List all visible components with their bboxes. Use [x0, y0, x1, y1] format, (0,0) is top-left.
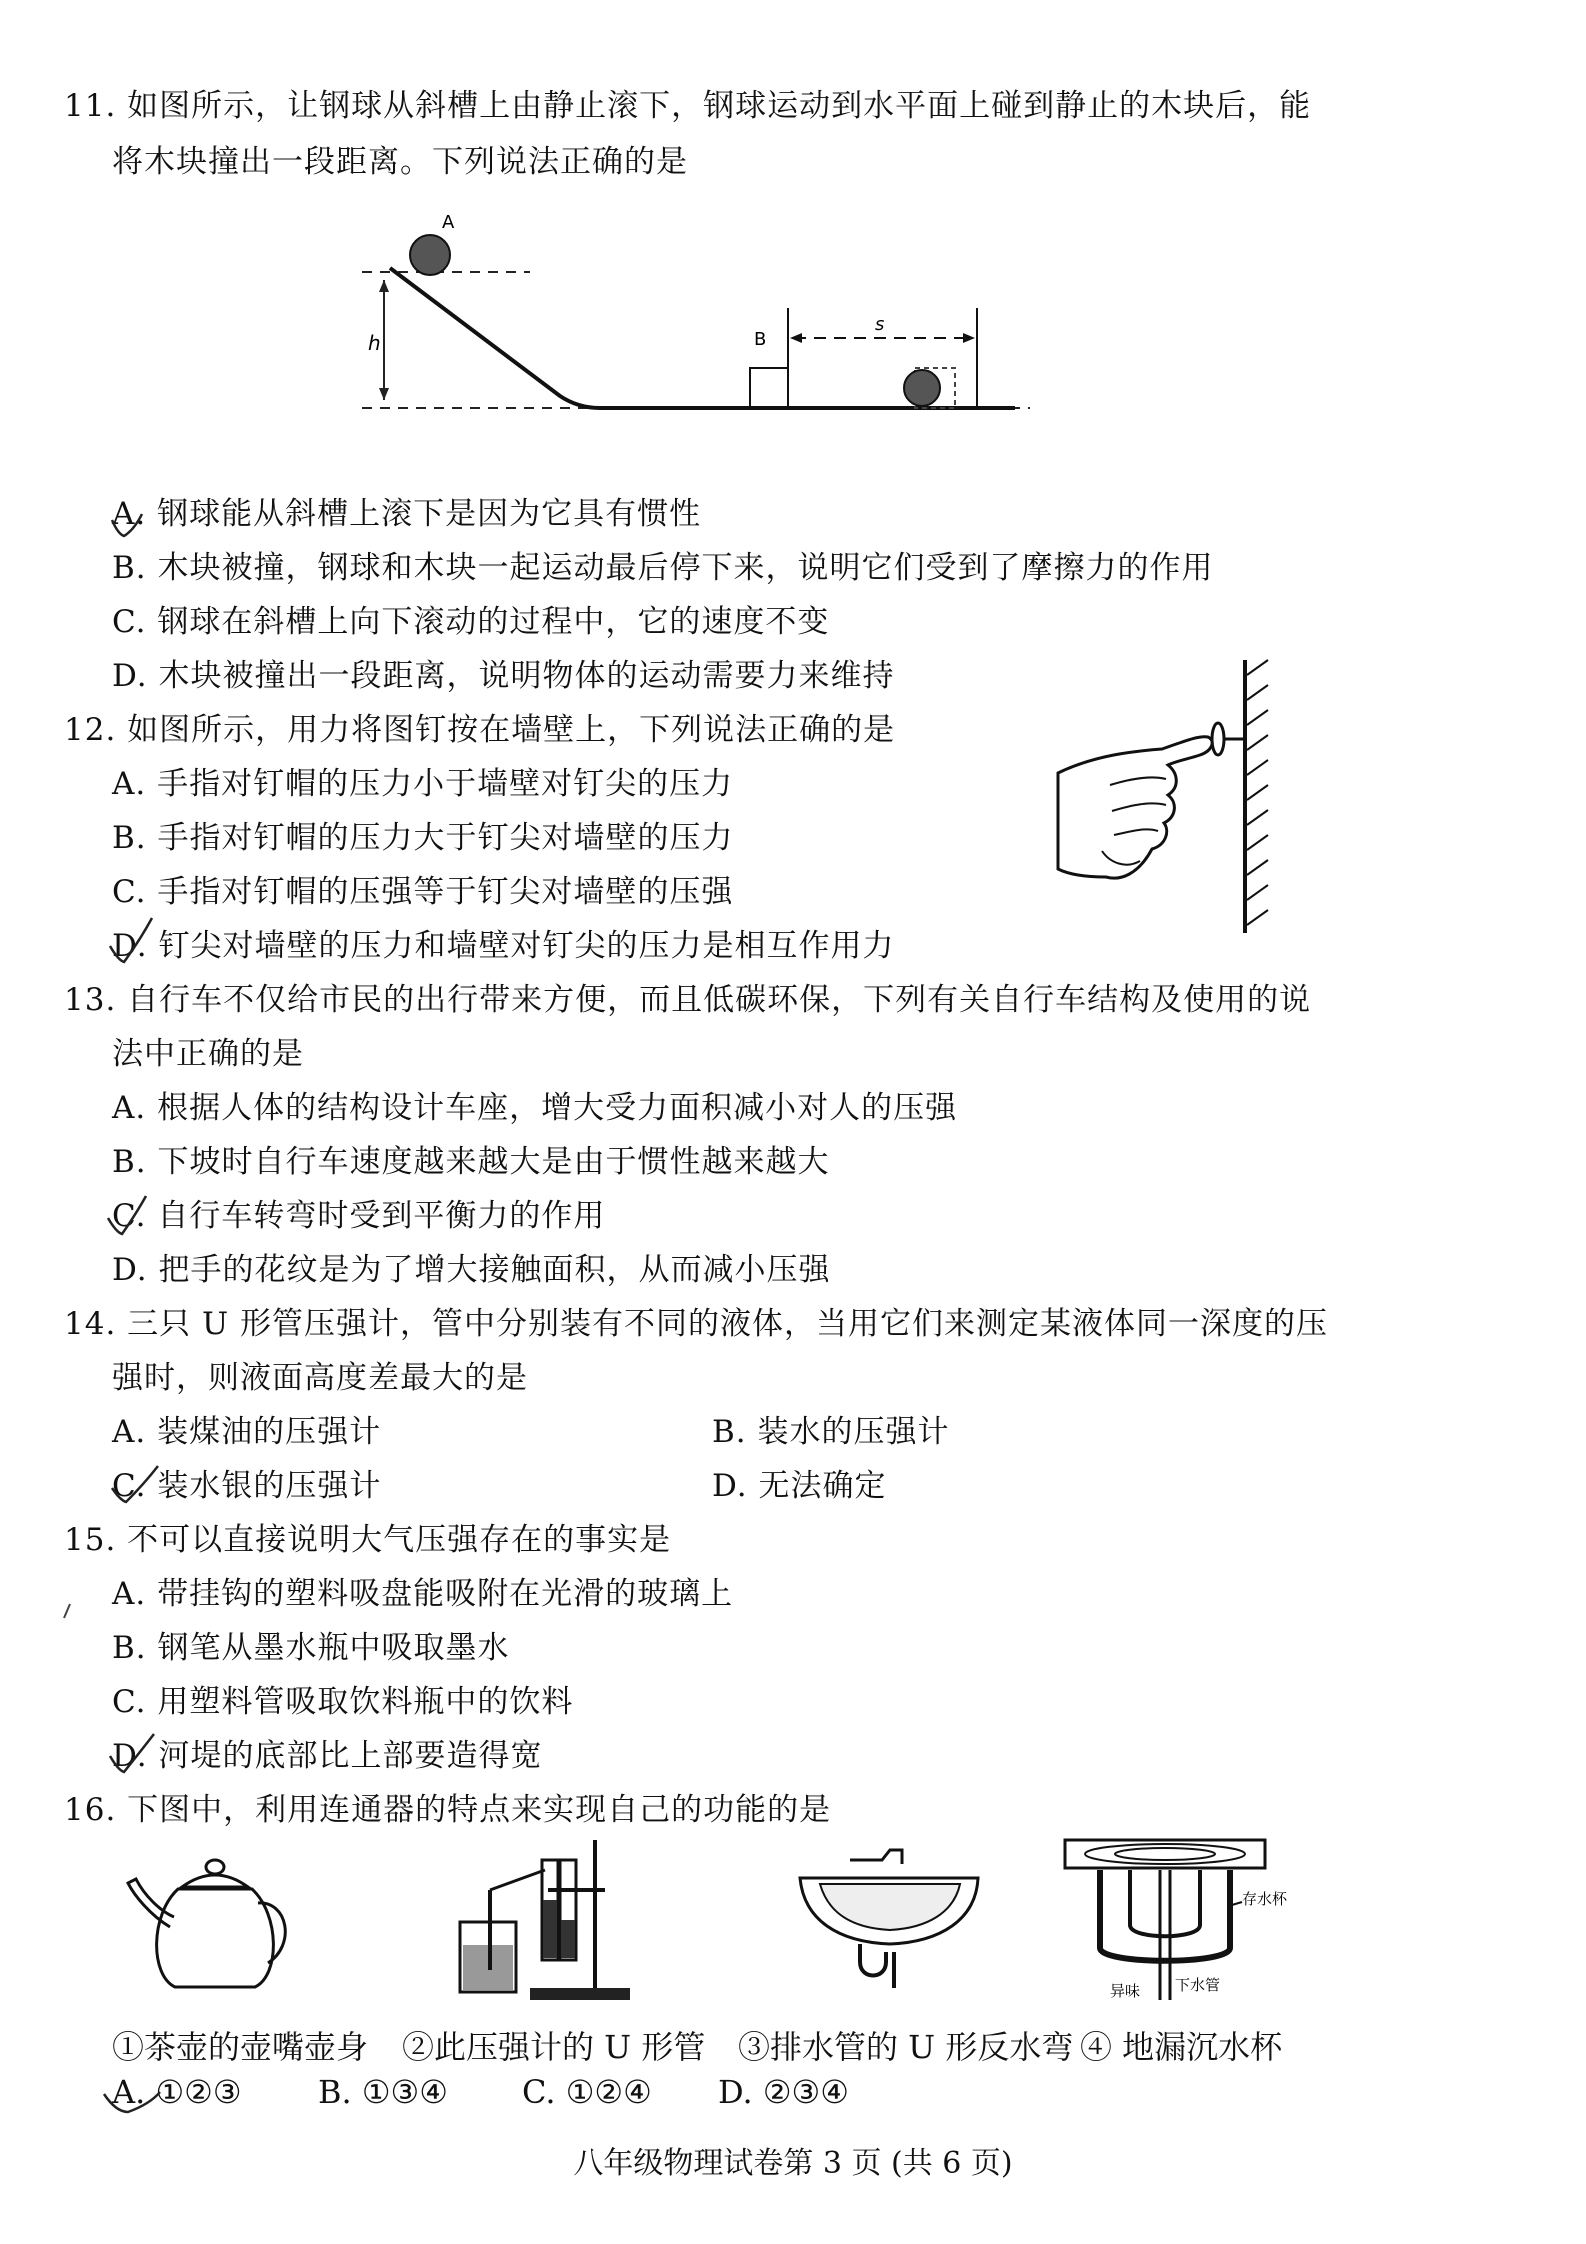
q12-thumbtack-figure	[1040, 655, 1290, 945]
q11-option-c: C. 钢球在斜槽上向下滚动的过程中，它的速度不变	[112, 604, 830, 640]
block-label-b: B	[754, 329, 767, 350]
q12-option-b: B. 手指对钉帽的压力大于钉尖对墙壁的压力	[112, 820, 734, 856]
sink-trap-icon	[790, 1840, 990, 2000]
q14-option-c: C. 装水银的压强计	[112, 1468, 382, 1504]
q14-option-a: A. 装煤油的压强计	[112, 1414, 382, 1450]
q12-option-c: C. 手指对钉帽的压强等于钉尖对墙壁的压强	[112, 874, 734, 910]
page-footer: 八年级物理试卷第 3 页 (共 6 页)	[573, 2146, 1013, 2181]
steel-ball-a	[410, 235, 450, 275]
height-label-h: h	[368, 331, 381, 355]
q15-option-c: C. 用塑料管吸取饮料瓶中的饮料	[112, 1684, 574, 1720]
label-drain-pipe: 下水管	[1175, 1976, 1221, 1994]
q11-incline-figure	[350, 200, 1030, 470]
q15-option-d: D. 河堤的底部比上部要造得宽	[112, 1738, 543, 1774]
distance-label-s: s	[875, 314, 885, 335]
q13-option-d: D. 把手的花纹是为了增大接触面积，从而减小压强	[112, 1252, 831, 1288]
ball-label-a: A	[442, 212, 455, 233]
floor-drain-icon	[1060, 1830, 1290, 2010]
q15-option-a: A. 带挂钩的塑料吸盘能吸附在光滑的玻璃上	[112, 1576, 734, 1612]
q13-option-a: A. 根据人体的结构设计车座，增大受力面积减小对人的压强	[112, 1090, 958, 1126]
q14-option-b: B. 装水的压强计	[712, 1414, 950, 1450]
q12-option-d: D. 钉尖对墙壁的压力和墙壁对钉尖的压力是相互作用力	[112, 928, 895, 964]
q14-option-d: D. 无法确定	[712, 1468, 887, 1504]
q12-stem: 12. 如图所示，用力将图钉按在墙壁上，下列说法正确的是	[64, 712, 896, 748]
q11-option-d: D. 木块被撞出一段距离，说明物体的运动需要力来维持	[112, 658, 895, 694]
q14-stem-line2: 强时，则液面高度差最大的是	[112, 1360, 528, 1396]
q13-option-b: B. 下坡时自行车速度越来越大是由于惯性越来越大	[112, 1144, 830, 1180]
caption-gauge: ②此压强计的 U 形管	[402, 2028, 706, 2066]
q11-option-a: A. 钢球能从斜槽上滚下是因为它具有惯性	[112, 496, 702, 532]
label-water-cup: 存水杯	[1242, 1890, 1288, 1908]
q16-option-a: A. ①②③	[112, 2073, 242, 2111]
q11-stem-line2: 将木块撞出一段距离。下列说法正确的是	[112, 144, 688, 180]
wood-block-b	[750, 368, 788, 408]
teapot-icon	[120, 1855, 300, 2005]
q11-option-b: B. 木块被撞，钢球和木块一起运动最后停下来，说明它们受到了摩擦力的作用	[112, 550, 1214, 586]
q15-option-b: B. 钢笔从墨水瓶中吸取墨水	[112, 1630, 510, 1666]
q11-stem-line1: 11. 如图所示，让钢球从斜槽上由静止滚下，钢球运动到水平面上碰到静止的木块后，能	[64, 88, 1312, 124]
q13-stem-line2: 法中正确的是	[112, 1036, 304, 1072]
q14-stem-line1: 14. 三只 U 形管压强计，管中分别装有不同的液体，当用它们来测定某液体同一深度的压	[64, 1306, 1328, 1342]
pressure-gauge-icon	[430, 1830, 630, 2010]
q15-stem: 15. 不可以直接说明大气压强存在的事实是	[64, 1522, 672, 1558]
caption-teapot: ①茶壶的壶嘴壶身	[112, 2028, 369, 2066]
caption-sink-trap: ③排水管的 U 形反水弯	[738, 2028, 1074, 2066]
label-odor: 异味	[1110, 1982, 1141, 2000]
q13-stem-line1: 13. 自行车不仅给市民的出行带来方便，而且低碳环保，下列有关自行车结构及使用的说	[64, 982, 1312, 1018]
caption-floor-drain: ④ 地漏沉水杯	[1080, 2028, 1283, 2066]
q13-option-c: C. 自行车转弯时受到平衡力的作用	[112, 1198, 606, 1234]
q16-option-b: B. ①③④	[318, 2073, 448, 2111]
q16-option-d: D. ②③④	[718, 2073, 849, 2111]
q16-stem: 16. 下图中，利用连通器的特点来实现自己的功能的是	[64, 1792, 832, 1828]
q12-option-a: A. 手指对钉帽的压力小于墙壁对钉尖的压力	[112, 766, 734, 802]
q16-option-c: C. ①②④	[522, 2073, 652, 2111]
